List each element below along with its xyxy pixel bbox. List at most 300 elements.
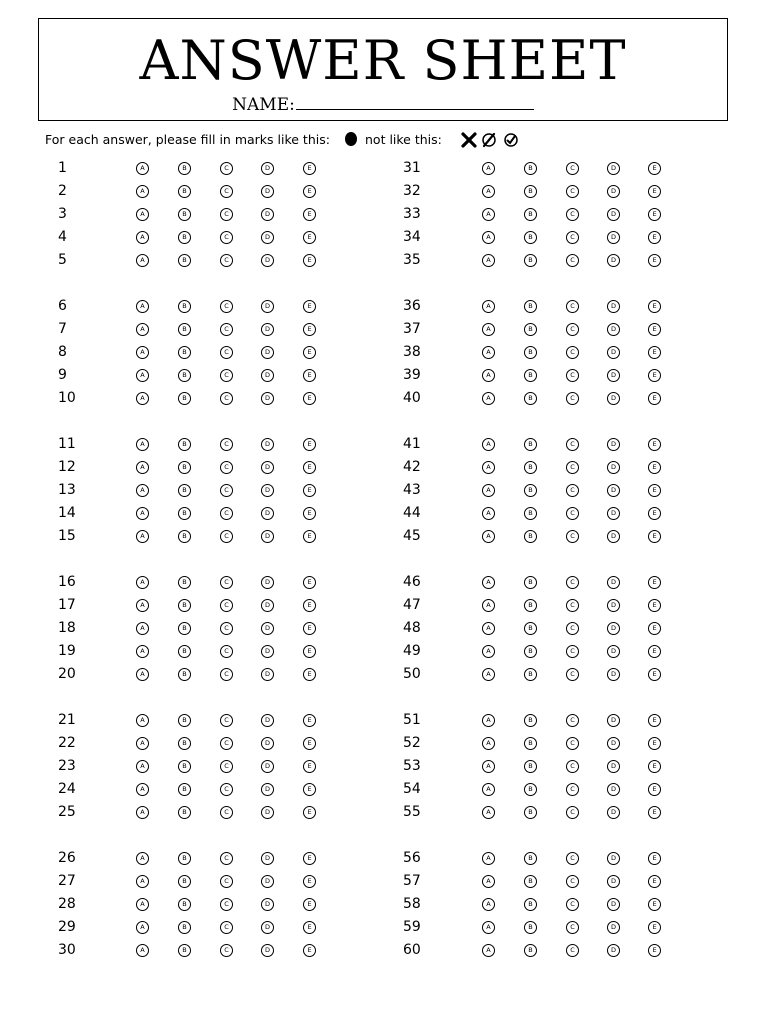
- answer-bubble-d[interactable]: D: [261, 783, 274, 796]
- answer-bubble-a[interactable]: A: [136, 208, 149, 221]
- answer-bubble-d[interactable]: D: [607, 737, 620, 750]
- answer-bubble-b[interactable]: B: [524, 599, 537, 612]
- answer-bubble-e[interactable]: E: [648, 484, 661, 497]
- answer-bubble-e[interactable]: E: [303, 185, 316, 198]
- answer-bubble-c[interactable]: C: [566, 875, 579, 888]
- answer-bubble-e[interactable]: E: [303, 875, 316, 888]
- answer-bubble-b[interactable]: B: [524, 737, 537, 750]
- answer-bubble-a[interactable]: A: [482, 484, 495, 497]
- answer-bubble-e[interactable]: E: [303, 944, 316, 957]
- answer-bubble-d[interactable]: D: [261, 346, 274, 359]
- answer-bubble-d[interactable]: D: [607, 231, 620, 244]
- answer-bubble-c[interactable]: C: [566, 944, 579, 957]
- answer-bubble-d[interactable]: D: [607, 576, 620, 589]
- answer-bubble-b[interactable]: B: [178, 599, 191, 612]
- answer-bubble-d[interactable]: D: [261, 852, 274, 865]
- answer-bubble-b[interactable]: B: [524, 622, 537, 635]
- answer-bubble-d[interactable]: D: [261, 806, 274, 819]
- answer-bubble-b[interactable]: B: [524, 300, 537, 313]
- answer-bubble-e[interactable]: E: [303, 852, 316, 865]
- answer-bubble-e[interactable]: E: [648, 599, 661, 612]
- answer-bubble-d[interactable]: D: [607, 323, 620, 336]
- answer-bubble-e[interactable]: E: [648, 875, 661, 888]
- answer-bubble-e[interactable]: E: [648, 783, 661, 796]
- answer-bubble-c[interactable]: C: [566, 668, 579, 681]
- answer-bubble-c[interactable]: C: [566, 392, 579, 405]
- answer-bubble-c[interactable]: C: [566, 254, 579, 267]
- answer-bubble-a[interactable]: A: [136, 806, 149, 819]
- answer-bubble-d[interactable]: D: [607, 369, 620, 382]
- answer-bubble-c[interactable]: C: [220, 208, 233, 221]
- answer-bubble-b[interactable]: B: [178, 576, 191, 589]
- answer-bubble-c[interactable]: C: [220, 461, 233, 474]
- answer-bubble-e[interactable]: E: [303, 346, 316, 359]
- answer-bubble-e[interactable]: E: [648, 760, 661, 773]
- answer-bubble-b[interactable]: B: [524, 898, 537, 911]
- answer-bubble-e[interactable]: E: [648, 208, 661, 221]
- answer-bubble-a[interactable]: A: [136, 898, 149, 911]
- answer-bubble-e[interactable]: E: [303, 645, 316, 658]
- answer-bubble-c[interactable]: C: [566, 438, 579, 451]
- answer-bubble-a[interactable]: A: [482, 208, 495, 221]
- answer-bubble-c[interactable]: C: [220, 714, 233, 727]
- answer-bubble-e[interactable]: E: [303, 576, 316, 589]
- answer-bubble-e[interactable]: E: [648, 369, 661, 382]
- answer-bubble-e[interactable]: E: [303, 599, 316, 612]
- answer-bubble-e[interactable]: E: [303, 461, 316, 474]
- answer-bubble-c[interactable]: C: [566, 346, 579, 359]
- answer-bubble-b[interactable]: B: [524, 783, 537, 796]
- answer-bubble-e[interactable]: E: [303, 921, 316, 934]
- answer-bubble-c[interactable]: C: [566, 645, 579, 658]
- answer-bubble-a[interactable]: A: [136, 530, 149, 543]
- answer-bubble-d[interactable]: D: [261, 668, 274, 681]
- answer-bubble-b[interactable]: B: [524, 208, 537, 221]
- answer-bubble-a[interactable]: A: [482, 875, 495, 888]
- answer-bubble-d[interactable]: D: [607, 162, 620, 175]
- answer-bubble-d[interactable]: D: [261, 921, 274, 934]
- answer-bubble-c[interactable]: C: [220, 300, 233, 313]
- answer-bubble-a[interactable]: A: [136, 783, 149, 796]
- answer-bubble-a[interactable]: A: [136, 714, 149, 727]
- answer-bubble-b[interactable]: B: [178, 714, 191, 727]
- answer-bubble-b[interactable]: B: [524, 323, 537, 336]
- answer-bubble-c[interactable]: C: [220, 760, 233, 773]
- answer-bubble-e[interactable]: E: [303, 231, 316, 244]
- answer-bubble-c[interactable]: C: [566, 208, 579, 221]
- answer-bubble-c[interactable]: C: [566, 461, 579, 474]
- answer-bubble-e[interactable]: E: [648, 921, 661, 934]
- answer-bubble-a[interactable]: A: [136, 162, 149, 175]
- answer-bubble-a[interactable]: A: [482, 944, 495, 957]
- answer-bubble-c[interactable]: C: [566, 300, 579, 313]
- answer-bubble-a[interactable]: A: [136, 668, 149, 681]
- answer-bubble-c[interactable]: C: [220, 921, 233, 934]
- answer-bubble-b[interactable]: B: [524, 852, 537, 865]
- answer-bubble-d[interactable]: D: [607, 668, 620, 681]
- answer-bubble-d[interactable]: D: [261, 484, 274, 497]
- answer-bubble-e[interactable]: E: [303, 806, 316, 819]
- answer-bubble-d[interactable]: D: [607, 875, 620, 888]
- answer-bubble-d[interactable]: D: [607, 346, 620, 359]
- answer-bubble-a[interactable]: A: [482, 231, 495, 244]
- answer-bubble-b[interactable]: B: [524, 438, 537, 451]
- answer-bubble-a[interactable]: A: [136, 461, 149, 474]
- answer-bubble-e[interactable]: E: [648, 254, 661, 267]
- answer-bubble-e[interactable]: E: [648, 668, 661, 681]
- answer-bubble-b[interactable]: B: [524, 231, 537, 244]
- answer-bubble-b[interactable]: B: [524, 875, 537, 888]
- answer-bubble-e[interactable]: E: [303, 323, 316, 336]
- answer-bubble-a[interactable]: A: [482, 898, 495, 911]
- answer-bubble-a[interactable]: A: [482, 806, 495, 819]
- answer-bubble-d[interactable]: D: [607, 254, 620, 267]
- answer-bubble-e[interactable]: E: [648, 231, 661, 244]
- answer-bubble-c[interactable]: C: [220, 645, 233, 658]
- answer-bubble-a[interactable]: A: [482, 783, 495, 796]
- answer-bubble-d[interactable]: D: [261, 231, 274, 244]
- answer-bubble-d[interactable]: D: [607, 921, 620, 934]
- answer-bubble-a[interactable]: A: [482, 369, 495, 382]
- answer-bubble-e[interactable]: E: [648, 852, 661, 865]
- answer-bubble-e[interactable]: E: [303, 714, 316, 727]
- answer-bubble-e[interactable]: E: [648, 622, 661, 635]
- answer-bubble-c[interactable]: C: [220, 806, 233, 819]
- answer-bubble-d[interactable]: D: [261, 599, 274, 612]
- answer-bubble-a[interactable]: A: [136, 369, 149, 382]
- answer-bubble-d[interactable]: D: [607, 760, 620, 773]
- answer-bubble-a[interactable]: A: [482, 185, 495, 198]
- name-field[interactable]: [296, 94, 534, 110]
- answer-bubble-c[interactable]: C: [566, 185, 579, 198]
- answer-bubble-a[interactable]: A: [482, 622, 495, 635]
- answer-bubble-c[interactable]: C: [566, 231, 579, 244]
- answer-bubble-a[interactable]: A: [482, 461, 495, 474]
- answer-bubble-b[interactable]: B: [524, 668, 537, 681]
- answer-bubble-c[interactable]: C: [220, 875, 233, 888]
- answer-bubble-c[interactable]: C: [220, 783, 233, 796]
- answer-bubble-e[interactable]: E: [648, 185, 661, 198]
- answer-bubble-b[interactable]: B: [178, 783, 191, 796]
- answer-bubble-e[interactable]: E: [648, 645, 661, 658]
- answer-bubble-b[interactable]: B: [524, 944, 537, 957]
- answer-bubble-a[interactable]: A: [482, 438, 495, 451]
- answer-bubble-b[interactable]: B: [178, 369, 191, 382]
- answer-bubble-e[interactable]: E: [303, 300, 316, 313]
- answer-bubble-b[interactable]: B: [524, 346, 537, 359]
- answer-bubble-c[interactable]: C: [220, 392, 233, 405]
- answer-bubble-b[interactable]: B: [524, 461, 537, 474]
- answer-bubble-c[interactable]: C: [566, 369, 579, 382]
- answer-bubble-e[interactable]: E: [648, 898, 661, 911]
- answer-bubble-d[interactable]: D: [261, 254, 274, 267]
- answer-bubble-e[interactable]: E: [303, 254, 316, 267]
- answer-bubble-a[interactable]: A: [482, 300, 495, 313]
- answer-bubble-c[interactable]: C: [220, 576, 233, 589]
- answer-bubble-b[interactable]: B: [178, 162, 191, 175]
- answer-bubble-e[interactable]: E: [303, 783, 316, 796]
- answer-bubble-a[interactable]: A: [482, 254, 495, 267]
- answer-bubble-b[interactable]: B: [178, 254, 191, 267]
- answer-bubble-c[interactable]: C: [220, 668, 233, 681]
- answer-bubble-e[interactable]: E: [648, 162, 661, 175]
- answer-bubble-b[interactable]: B: [524, 576, 537, 589]
- answer-bubble-c[interactable]: C: [566, 599, 579, 612]
- answer-bubble-d[interactable]: D: [261, 461, 274, 474]
- answer-bubble-b[interactable]: B: [178, 507, 191, 520]
- answer-bubble-b[interactable]: B: [178, 645, 191, 658]
- answer-bubble-d[interactable]: D: [261, 714, 274, 727]
- answer-bubble-b[interactable]: B: [178, 461, 191, 474]
- answer-bubble-b[interactable]: B: [524, 645, 537, 658]
- answer-bubble-b[interactable]: B: [178, 944, 191, 957]
- answer-bubble-a[interactable]: A: [136, 599, 149, 612]
- answer-bubble-a[interactable]: A: [136, 921, 149, 934]
- answer-bubble-e[interactable]: E: [648, 346, 661, 359]
- answer-bubble-d[interactable]: D: [261, 737, 274, 750]
- answer-bubble-c[interactable]: C: [220, 599, 233, 612]
- answer-bubble-d[interactable]: D: [261, 898, 274, 911]
- answer-bubble-e[interactable]: E: [303, 369, 316, 382]
- answer-bubble-c[interactable]: C: [566, 737, 579, 750]
- answer-bubble-c[interactable]: C: [220, 323, 233, 336]
- answer-bubble-a[interactable]: A: [136, 622, 149, 635]
- answer-bubble-d[interactable]: D: [261, 323, 274, 336]
- answer-bubble-d[interactable]: D: [607, 944, 620, 957]
- answer-bubble-d[interactable]: D: [607, 461, 620, 474]
- answer-bubble-d[interactable]: D: [261, 875, 274, 888]
- answer-bubble-d[interactable]: D: [607, 392, 620, 405]
- answer-bubble-a[interactable]: A: [482, 346, 495, 359]
- answer-bubble-c[interactable]: C: [566, 576, 579, 589]
- answer-bubble-e[interactable]: E: [648, 714, 661, 727]
- answer-bubble-b[interactable]: B: [178, 921, 191, 934]
- answer-bubble-c[interactable]: C: [220, 484, 233, 497]
- answer-bubble-a[interactable]: A: [482, 530, 495, 543]
- answer-bubble-e[interactable]: E: [648, 806, 661, 819]
- answer-bubble-e[interactable]: E: [648, 530, 661, 543]
- answer-bubble-d[interactable]: D: [607, 208, 620, 221]
- answer-bubble-a[interactable]: A: [136, 875, 149, 888]
- answer-bubble-d[interactable]: D: [261, 760, 274, 773]
- answer-bubble-c[interactable]: C: [220, 944, 233, 957]
- answer-bubble-c[interactable]: C: [220, 162, 233, 175]
- answer-bubble-e[interactable]: E: [648, 392, 661, 405]
- answer-bubble-b[interactable]: B: [524, 921, 537, 934]
- answer-bubble-b[interactable]: B: [178, 346, 191, 359]
- answer-bubble-e[interactable]: E: [303, 737, 316, 750]
- answer-bubble-d[interactable]: D: [607, 507, 620, 520]
- answer-bubble-c[interactable]: C: [566, 806, 579, 819]
- answer-bubble-c[interactable]: C: [220, 369, 233, 382]
- answer-bubble-b[interactable]: B: [178, 484, 191, 497]
- answer-bubble-a[interactable]: A: [136, 944, 149, 957]
- answer-bubble-b[interactable]: B: [524, 185, 537, 198]
- answer-bubble-c[interactable]: C: [220, 254, 233, 267]
- answer-bubble-c[interactable]: C: [566, 162, 579, 175]
- answer-bubble-c[interactable]: C: [220, 737, 233, 750]
- answer-bubble-a[interactable]: A: [136, 760, 149, 773]
- answer-bubble-b[interactable]: B: [524, 162, 537, 175]
- answer-bubble-a[interactable]: A: [482, 760, 495, 773]
- answer-bubble-e[interactable]: E: [303, 898, 316, 911]
- answer-bubble-d[interactable]: D: [607, 783, 620, 796]
- answer-bubble-d[interactable]: D: [261, 392, 274, 405]
- answer-bubble-e[interactable]: E: [303, 484, 316, 497]
- answer-bubble-a[interactable]: A: [136, 185, 149, 198]
- answer-bubble-b[interactable]: B: [524, 507, 537, 520]
- answer-bubble-a[interactable]: A: [136, 576, 149, 589]
- answer-bubble-b[interactable]: B: [178, 300, 191, 313]
- answer-bubble-d[interactable]: D: [607, 645, 620, 658]
- answer-bubble-e[interactable]: E: [303, 530, 316, 543]
- answer-bubble-a[interactable]: A: [136, 346, 149, 359]
- answer-bubble-d[interactable]: D: [607, 438, 620, 451]
- answer-bubble-d[interactable]: D: [607, 714, 620, 727]
- answer-bubble-c[interactable]: C: [566, 898, 579, 911]
- answer-bubble-a[interactable]: A: [482, 392, 495, 405]
- answer-bubble-a[interactable]: A: [482, 921, 495, 934]
- answer-bubble-b[interactable]: B: [178, 668, 191, 681]
- answer-bubble-b[interactable]: B: [178, 852, 191, 865]
- answer-bubble-d[interactable]: D: [607, 852, 620, 865]
- answer-bubble-e[interactable]: E: [648, 300, 661, 313]
- answer-bubble-d[interactable]: D: [261, 300, 274, 313]
- answer-bubble-b[interactable]: B: [178, 806, 191, 819]
- answer-bubble-d[interactable]: D: [261, 208, 274, 221]
- answer-bubble-a[interactable]: A: [482, 162, 495, 175]
- answer-bubble-d[interactable]: D: [607, 898, 620, 911]
- answer-bubble-d[interactable]: D: [261, 162, 274, 175]
- answer-bubble-d[interactable]: D: [261, 944, 274, 957]
- answer-bubble-c[interactable]: C: [566, 760, 579, 773]
- answer-bubble-b[interactable]: B: [524, 530, 537, 543]
- answer-bubble-b[interactable]: B: [178, 622, 191, 635]
- answer-bubble-c[interactable]: C: [566, 484, 579, 497]
- answer-bubble-a[interactable]: A: [136, 254, 149, 267]
- answer-bubble-b[interactable]: B: [524, 369, 537, 382]
- answer-bubble-a[interactable]: A: [136, 300, 149, 313]
- answer-bubble-d[interactable]: D: [261, 530, 274, 543]
- answer-bubble-e[interactable]: E: [648, 576, 661, 589]
- answer-bubble-e[interactable]: E: [303, 208, 316, 221]
- answer-bubble-c[interactable]: C: [566, 507, 579, 520]
- answer-bubble-b[interactable]: B: [178, 392, 191, 405]
- answer-bubble-d[interactable]: D: [607, 185, 620, 198]
- answer-bubble-b[interactable]: B: [178, 737, 191, 750]
- answer-bubble-a[interactable]: A: [482, 737, 495, 750]
- answer-bubble-c[interactable]: C: [566, 852, 579, 865]
- answer-bubble-a[interactable]: A: [482, 323, 495, 336]
- answer-bubble-c[interactable]: C: [220, 898, 233, 911]
- answer-bubble-b[interactable]: B: [524, 714, 537, 727]
- answer-bubble-a[interactable]: A: [136, 323, 149, 336]
- answer-bubble-e[interactable]: E: [303, 438, 316, 451]
- answer-bubble-a[interactable]: A: [482, 645, 495, 658]
- answer-bubble-a[interactable]: A: [482, 852, 495, 865]
- answer-bubble-d[interactable]: D: [607, 300, 620, 313]
- answer-bubble-c[interactable]: C: [220, 530, 233, 543]
- answer-bubble-a[interactable]: A: [136, 737, 149, 750]
- answer-bubble-b[interactable]: B: [178, 530, 191, 543]
- answer-bubble-b[interactable]: B: [178, 208, 191, 221]
- answer-bubble-a[interactable]: A: [136, 507, 149, 520]
- answer-bubble-c[interactable]: C: [566, 921, 579, 934]
- answer-bubble-d[interactable]: D: [261, 622, 274, 635]
- answer-bubble-e[interactable]: E: [303, 162, 316, 175]
- answer-bubble-b[interactable]: B: [178, 875, 191, 888]
- answer-bubble-c[interactable]: C: [220, 438, 233, 451]
- answer-bubble-d[interactable]: D: [261, 645, 274, 658]
- answer-bubble-a[interactable]: A: [482, 668, 495, 681]
- answer-bubble-e[interactable]: E: [303, 760, 316, 773]
- answer-bubble-a[interactable]: A: [136, 438, 149, 451]
- answer-bubble-c[interactable]: C: [566, 323, 579, 336]
- answer-bubble-b[interactable]: B: [524, 760, 537, 773]
- answer-bubble-e[interactable]: E: [303, 392, 316, 405]
- answer-bubble-b[interactable]: B: [524, 484, 537, 497]
- answer-bubble-d[interactable]: D: [261, 185, 274, 198]
- answer-bubble-d[interactable]: D: [261, 369, 274, 382]
- answer-bubble-e[interactable]: E: [648, 323, 661, 336]
- answer-bubble-c[interactable]: C: [220, 346, 233, 359]
- answer-bubble-b[interactable]: B: [524, 254, 537, 267]
- answer-bubble-c[interactable]: C: [566, 714, 579, 727]
- answer-bubble-d[interactable]: D: [607, 484, 620, 497]
- answer-bubble-c[interactable]: C: [220, 185, 233, 198]
- answer-bubble-b[interactable]: B: [524, 392, 537, 405]
- answer-bubble-d[interactable]: D: [261, 576, 274, 589]
- answer-bubble-a[interactable]: A: [136, 645, 149, 658]
- answer-bubble-b[interactable]: B: [178, 760, 191, 773]
- answer-bubble-c[interactable]: C: [566, 783, 579, 796]
- answer-bubble-b[interactable]: B: [178, 185, 191, 198]
- answer-bubble-b[interactable]: B: [178, 231, 191, 244]
- answer-bubble-b[interactable]: B: [178, 323, 191, 336]
- answer-bubble-e[interactable]: E: [648, 461, 661, 474]
- answer-bubble-e[interactable]: E: [303, 622, 316, 635]
- answer-bubble-c[interactable]: C: [566, 622, 579, 635]
- answer-bubble-e[interactable]: E: [303, 507, 316, 520]
- answer-bubble-c[interactable]: C: [220, 852, 233, 865]
- answer-bubble-c[interactable]: C: [220, 507, 233, 520]
- answer-bubble-e[interactable]: E: [648, 438, 661, 451]
- answer-bubble-d[interactable]: D: [607, 622, 620, 635]
- answer-bubble-a[interactable]: A: [482, 507, 495, 520]
- answer-bubble-d[interactable]: D: [607, 806, 620, 819]
- answer-bubble-a[interactable]: A: [136, 852, 149, 865]
- answer-bubble-a[interactable]: A: [482, 714, 495, 727]
- answer-bubble-b[interactable]: B: [178, 898, 191, 911]
- answer-bubble-d[interactable]: D: [607, 599, 620, 612]
- answer-bubble-a[interactable]: A: [136, 231, 149, 244]
- answer-bubble-a[interactable]: A: [482, 576, 495, 589]
- answer-bubble-b[interactable]: B: [178, 438, 191, 451]
- answer-bubble-c[interactable]: C: [220, 231, 233, 244]
- answer-bubble-a[interactable]: A: [482, 599, 495, 612]
- answer-bubble-d[interactable]: D: [607, 530, 620, 543]
- answer-bubble-d[interactable]: D: [261, 507, 274, 520]
- answer-bubble-e[interactable]: E: [303, 668, 316, 681]
- answer-bubble-d[interactable]: D: [261, 438, 274, 451]
- answer-bubble-c[interactable]: C: [566, 530, 579, 543]
- answer-bubble-b[interactable]: B: [524, 806, 537, 819]
- answer-bubble-a[interactable]: A: [136, 392, 149, 405]
- answer-bubble-e[interactable]: E: [648, 737, 661, 750]
- answer-bubble-a[interactable]: A: [136, 484, 149, 497]
- answer-bubble-c[interactable]: C: [220, 622, 233, 635]
- answer-bubble-e[interactable]: E: [648, 507, 661, 520]
